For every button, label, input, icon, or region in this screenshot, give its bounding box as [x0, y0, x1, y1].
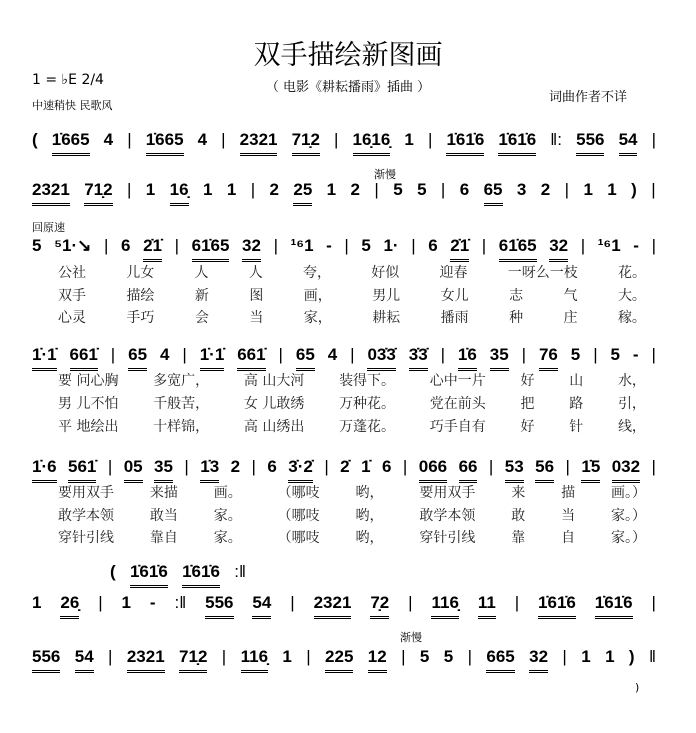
barline: | [562, 647, 567, 666]
note-group: 7̣2 [370, 593, 389, 619]
lyric-word: 水， [617, 373, 646, 389]
lyric-word: 家。 [213, 530, 242, 546]
note-group: 1̇5 [581, 457, 600, 483]
note-group: 54 [252, 593, 271, 619]
note-group: 1 [404, 130, 414, 149]
note-group: 6 [381, 457, 392, 476]
note-group: 1 [581, 647, 591, 666]
lyric-word: 好 [520, 419, 535, 435]
note-group: 2321 [127, 647, 165, 673]
barline: | [273, 236, 278, 255]
note-group: 2321 [314, 593, 352, 619]
note-group: 32 [529, 647, 548, 673]
note-group: 3 [516, 180, 527, 199]
credit: 词曲作者不详 [549, 90, 628, 105]
rit-mark: 渐慢 [400, 631, 422, 644]
note-group: 66 [459, 457, 478, 483]
lyric-word: 万蓬花。 [339, 419, 396, 435]
lyric-word: （哪吱 [277, 508, 320, 524]
note-group: ¹⁶1 [290, 236, 314, 255]
note-group: 1 [282, 647, 292, 666]
barline: | [107, 457, 113, 476]
notation-row [110, 562, 246, 588]
note-group: 26̣ [60, 593, 79, 619]
barline: | [174, 236, 180, 255]
note-group: 2321 [240, 130, 278, 156]
lyric-word: 引， [617, 396, 646, 412]
barline: | [184, 457, 189, 476]
lyric-word: 线， [617, 419, 646, 435]
note-group: 5 [610, 345, 620, 364]
song-title: 双手描绘新图画 [253, 40, 443, 71]
lyric-line [58, 393, 646, 413]
lyric-line [58, 370, 646, 390]
barline: | [401, 647, 406, 666]
barline: | [593, 345, 598, 364]
lyric-line [58, 482, 646, 502]
barline: | [565, 457, 570, 476]
note-group: 1 [605, 647, 615, 666]
note-group: 1̇665 [52, 130, 90, 156]
barline: | [481, 236, 487, 255]
barline: | [104, 236, 109, 255]
lyric-word: 党在前头 [429, 396, 486, 412]
note-group: 3̇3̇ [409, 345, 428, 371]
lyric-word: 一呀么一枝 [507, 265, 578, 281]
lyric-word: 路 [569, 396, 584, 412]
note-group: 16̣ [170, 180, 189, 206]
note-group: 71̣2 [292, 130, 320, 156]
note-group: 2 [350, 180, 360, 199]
lyric-line [58, 505, 646, 525]
note-group: 661̇ [70, 345, 98, 371]
note-group: 556 [205, 593, 233, 619]
note-group: 1̇3 [200, 457, 219, 483]
lyric-word: 当 [561, 508, 576, 524]
barline: | [651, 345, 656, 364]
note-group: 35 [154, 457, 173, 483]
lyric-word: 迎春 [439, 265, 468, 281]
lyric-word: 志 [509, 288, 524, 304]
note-group: 1̇6 [458, 345, 477, 371]
lyric-word: 儿女 [126, 265, 155, 281]
notation-row [32, 457, 656, 483]
lyric-word: 哟， [355, 508, 384, 524]
lyric-word: 庄 [563, 310, 578, 326]
lyric-word: 高 山绣出 [243, 419, 305, 435]
note-group: 1 [202, 180, 213, 199]
lyric-word: （哪吱 [277, 530, 320, 546]
barline: | [374, 180, 379, 199]
lyric-word: 当 [249, 310, 264, 326]
note-group: 76 [539, 345, 558, 371]
lyric-word: 哟， [355, 530, 384, 546]
note-group: ( [110, 562, 116, 581]
note-group: - [326, 236, 332, 255]
barline: | [402, 457, 408, 476]
notation-row [32, 647, 656, 673]
note-group: 2 [230, 457, 241, 476]
note-group: 1 [326, 180, 337, 199]
lyric-word: 多宽广， [153, 373, 210, 389]
note-group: 665 [486, 647, 514, 673]
lyric-word: （哪吱 [277, 485, 320, 501]
barline: | [408, 593, 413, 612]
note-group: 1̇61̇6 [538, 593, 576, 619]
lyric-word: 会 [194, 310, 209, 326]
note-group: 1̇665 [146, 130, 184, 156]
barline: | [251, 457, 256, 476]
barline: | [221, 130, 226, 149]
note-group: 05 [124, 457, 143, 483]
lyric-word: 新 [194, 288, 209, 304]
note-group: 1 [226, 180, 237, 199]
lyric-word: 哟， [355, 485, 384, 501]
note-group: 2̇ [340, 457, 350, 476]
barline: | [221, 647, 227, 666]
note-group: 61̇65 [499, 236, 537, 262]
lyric-word: 画。） [611, 485, 646, 501]
lyric-word: 稼。 [617, 310, 646, 326]
barline: | [427, 130, 433, 149]
lyric-word: 好 [520, 373, 535, 389]
lyric-word: 巧手自有 [429, 419, 486, 435]
note-group: 65 [296, 345, 315, 371]
note-group: 1̇61̇6 [446, 130, 484, 156]
note-group: 2 [540, 180, 551, 199]
note-group: 5 [32, 236, 42, 255]
lyric-word: 心中一片 [429, 373, 486, 389]
lyric-word: 家。） [611, 508, 646, 524]
lyric-word: 针 [569, 419, 584, 435]
lyric-word: 靠自 [149, 530, 178, 546]
note-group: 5 [443, 647, 454, 666]
barline: | [440, 180, 446, 199]
barline: | [324, 457, 329, 476]
lyric-word: 十样锦， [153, 419, 210, 435]
note-group: 11 [478, 593, 496, 619]
note-group: 6 [459, 180, 470, 199]
key-signature: 1 = ♭E 2/4 [32, 72, 104, 88]
note-group: 65 [484, 180, 503, 206]
note-group: 4 [327, 345, 338, 364]
note-group: 5 [361, 236, 371, 255]
barline: | [127, 130, 132, 149]
barline: | [564, 180, 570, 199]
note-group: - [632, 345, 639, 364]
note-group: 4 [103, 130, 114, 149]
lyric-word: 高 山大河 [243, 373, 305, 389]
lyric-word: 男儿 [372, 288, 401, 304]
barline: | [182, 345, 187, 364]
barline: | [334, 130, 339, 149]
lyric-word: 敢学本领 [419, 508, 476, 524]
barline: | [290, 593, 295, 612]
note-group: 6 [121, 236, 131, 255]
barline: | [411, 236, 416, 255]
lyric-word: 图 [249, 288, 264, 304]
barline: | [580, 236, 586, 255]
lyric-word: 来 [511, 485, 526, 501]
barline: | [110, 345, 116, 364]
lyric-word: 大。 [617, 288, 646, 304]
barline: | [306, 647, 311, 666]
lyric-word: 穿针引线 [419, 530, 476, 546]
lyric-word: 画。 [213, 485, 242, 501]
lyric-word: 敢 [511, 508, 526, 524]
note-group: 1 [32, 593, 42, 612]
note-group: 116̣ [431, 593, 458, 619]
lyric-word: 手巧 [126, 310, 155, 326]
note-group: 1̇·6 [32, 457, 57, 483]
note-group: ) [628, 647, 635, 666]
note-group: 116̣ [241, 647, 268, 673]
lyric-word: 家。 [213, 508, 242, 524]
lyric-word: 画， [303, 288, 332, 304]
note-group: 2321 [32, 180, 70, 206]
note-group: 6 [428, 236, 438, 255]
lyric-word: 播雨 [440, 310, 469, 326]
lyric-word: 平 地绘出 [58, 419, 119, 435]
note-group: 225 [325, 647, 353, 673]
barline: :‖ [234, 562, 246, 581]
note-group: 5 [419, 647, 430, 666]
lyric-line [58, 285, 646, 305]
note-group: 1̇61̇6 [498, 130, 536, 156]
note-group: 1̇61̇6 [595, 593, 633, 619]
note-group: 3̇·2̇ [288, 457, 313, 483]
barline: | [651, 130, 656, 149]
subtitle: （ 电影《耕耘播雨》插曲 ） [265, 80, 431, 95]
lyric-word: 靠 [511, 530, 526, 546]
lyric-word: 敢当 [149, 508, 178, 524]
lyric-word: 女儿 [440, 288, 469, 304]
barline: | [344, 236, 349, 255]
barline: :‖ [174, 593, 187, 612]
barline: | [278, 345, 283, 364]
lyric-word: 家。） [611, 530, 646, 546]
lyric-word: 要用双手 [419, 485, 476, 501]
lyric-line [58, 527, 646, 547]
barline: | [467, 647, 472, 666]
note-group: - [149, 593, 156, 612]
note-group: 561̇ [68, 457, 96, 483]
barline: ‖ [648, 647, 656, 666]
note-group: 066 [419, 457, 447, 483]
note-group: 1 [583, 180, 593, 199]
note-group: 5 [570, 345, 581, 364]
notation-row [32, 593, 656, 619]
lyric-word: 男 儿不怕 [58, 396, 119, 412]
barline: | [440, 345, 445, 364]
lyric-word: 女 儿敢绣 [243, 396, 305, 412]
notation-row [32, 130, 656, 156]
notation-row [32, 345, 656, 371]
note-group: 6 [267, 457, 277, 476]
note-group: 1 [607, 180, 617, 199]
barline: | [108, 647, 113, 666]
barline: | [514, 593, 520, 612]
end-mark: ) [635, 681, 640, 694]
note-group: 1· [383, 236, 399, 255]
note-group: 4 [159, 345, 170, 364]
note-group: 1 [145, 180, 156, 199]
lyric-word: 把 [520, 396, 535, 412]
note-group: 556 [576, 130, 604, 156]
barline: | [651, 457, 656, 476]
lyric-word: 描绘 [126, 288, 155, 304]
note-group: ( [32, 130, 38, 149]
lyric-word: 要用双手 [58, 485, 114, 501]
barline: | [651, 236, 656, 255]
note-group: 32 [242, 236, 261, 262]
barline: | [651, 593, 656, 612]
lyric-word: 装得下。 [339, 373, 396, 389]
note-group: 1 [121, 593, 131, 612]
barline: | [651, 180, 656, 199]
note-group: ) [631, 180, 637, 199]
barline: | [521, 345, 527, 364]
note-group: 65 [128, 345, 147, 371]
notation-row [32, 236, 656, 262]
note-group: 556 [32, 647, 60, 673]
lyric-word: 来描 [149, 485, 178, 501]
lyric-word: 双手 [58, 288, 86, 304]
note-group: 2̇1̇ [143, 236, 162, 262]
note-group: 56 [535, 457, 554, 483]
lyric-word: 描 [561, 485, 576, 501]
lyric-word: 种 [509, 310, 524, 326]
note-group: 54 [75, 647, 94, 673]
note-group: 1̇61̇6 [182, 562, 220, 588]
lyric-word: 穿针引线 [58, 530, 114, 546]
note-group: 661̇ [237, 345, 265, 371]
a-tempo-mark: 回原速 [32, 221, 65, 234]
barline: | [98, 593, 103, 612]
lyric-word: 夸， [303, 265, 331, 281]
note-group: 61̇65 [192, 236, 230, 262]
barline: | [250, 180, 256, 199]
note-group: 32 [549, 236, 568, 262]
lyric-word: 耕耘 [372, 310, 401, 326]
note-group: 1̇61̇6 [130, 562, 168, 588]
lyric-line [58, 262, 646, 282]
notation-row [32, 180, 656, 206]
note-group: 25 [293, 180, 312, 206]
lyric-word: 公社 [58, 265, 86, 281]
rit-mark: 渐慢 [374, 168, 396, 181]
note-group: 03̇3̇ [367, 345, 395, 371]
note-group: 54 [619, 130, 638, 156]
note-group: 5 [393, 180, 403, 199]
lyric-word: 花。 [618, 265, 646, 281]
note-group: 16̣16̣ [353, 130, 391, 156]
note-group: ⁵1·↘ [54, 236, 92, 255]
note-group: 4 [197, 130, 208, 149]
lyric-word: 敢学本领 [58, 508, 114, 524]
lyric-word: 万种花。 [339, 396, 396, 412]
note-group: 35 [490, 345, 509, 371]
lyric-line [58, 307, 646, 327]
note-group: 1̇·1̇ [32, 345, 57, 371]
barline: ‖: [550, 130, 563, 149]
lyric-word: 山 [569, 373, 584, 389]
lyric-word: 千般苦， [153, 396, 210, 412]
lyric-line [58, 416, 646, 436]
lyric-word: 人 [194, 265, 209, 281]
note-group: 2̇1̇ [450, 236, 469, 262]
note-group: 53 [505, 457, 524, 483]
tempo-marking: 中速稍快 民歌风 [32, 99, 113, 112]
barline: | [350, 345, 355, 364]
lyric-word: 心灵 [58, 310, 86, 326]
note-group: 1̇·1̇ [200, 345, 225, 371]
lyric-word: 好似 [371, 265, 400, 281]
note-group: 2 [269, 180, 279, 199]
barline: | [488, 457, 494, 476]
note-group: 1̇ [361, 457, 371, 476]
note-group: 032 [612, 457, 640, 483]
lyric-word: 家， [303, 310, 332, 326]
note-group: 71̣2 [179, 647, 207, 673]
note-group: - [633, 236, 639, 255]
note-group: ¹⁶1 [597, 236, 621, 255]
lyric-word: 要 问心胸 [58, 373, 119, 389]
lyric-word: 人 [248, 265, 263, 281]
lyric-word: 气 [563, 288, 578, 304]
note-group: 5 [417, 180, 427, 199]
note-group: 12 [368, 647, 387, 673]
note-group: 71̣2 [84, 180, 112, 206]
barline: | [126, 180, 132, 199]
lyric-word: 自 [561, 530, 576, 546]
